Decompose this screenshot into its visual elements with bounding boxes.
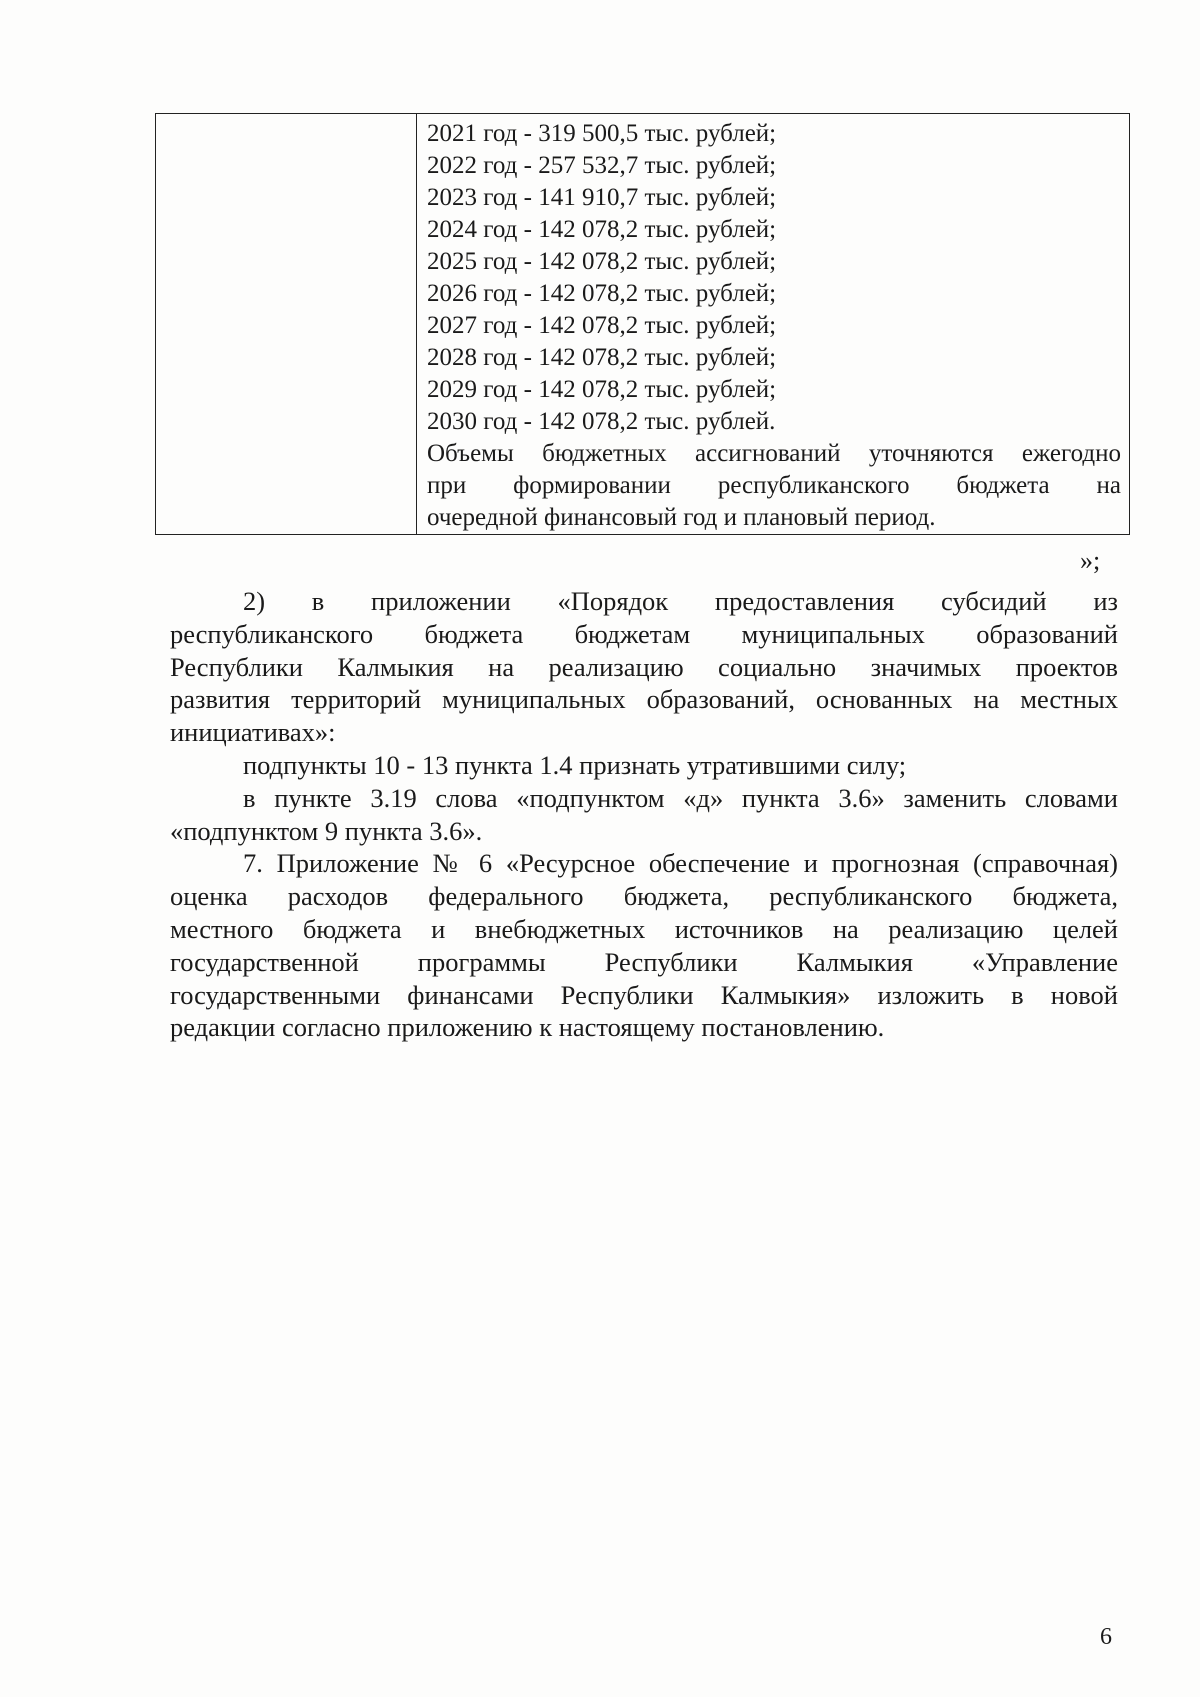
funding-year-line: 2025 год - 142 078,2 тыс. рублей; [427, 248, 777, 275]
table-cell-left-empty [156, 114, 417, 535]
funding-note-line: при формировании республиканского бюджета на [427, 472, 1121, 499]
table-row [156, 114, 1130, 535]
text-line: редакции согласно приложению к настоящему постановлению. [170, 1012, 885, 1043]
funding-year-line: 2029 год - 142 078,2 тыс. рублей; [427, 376, 777, 403]
text-line: государственными финансами Республики Калмыкия» изложить в новой [170, 979, 1118, 1010]
text-line: республиканского бюджета бюджетам муниципальных образований [170, 618, 1118, 649]
funding-year-line: 2022 год - 257 532,7 тыс. рублей; [427, 152, 777, 179]
funding-year-line: 2023 год - 141 910,7 тыс. рублей; [427, 184, 777, 211]
funding-year-line: 2030 год - 142 078,2 тыс. рублей. [427, 408, 776, 435]
text-line: Республики Калмыкия на реализацию социально значимых проектов [170, 651, 1118, 682]
text-line: в пункте 3.19 слова «подпунктом «д» пункта 3.6» заменить словами [243, 782, 1118, 813]
funding-note-line: очередной финансовый год и плановый период. [427, 504, 936, 531]
text-line: развития территорий муниципальных образований, основанных на местных [170, 684, 1118, 715]
funding-year-line: 2026 год - 142 078,2 тыс. рублей; [427, 280, 777, 307]
paragraph-appendix-amendment [170, 585, 1118, 749]
funding-year-line: 2021 год - 319 500,5 тыс. рублей; [427, 120, 777, 147]
funding-year-line: 2024 год - 142 078,2 тыс. рублей; [427, 216, 777, 243]
text-line: государственной программы Республики Калмыкия «Управление [170, 946, 1118, 977]
budget-table [155, 113, 1130, 535]
funding-note-line: Объемы бюджетных ассигнований уточняются ежегодно [427, 440, 1121, 467]
body-text [170, 585, 1118, 1044]
funding-note [427, 438, 1121, 534]
text-line: подпункты 10 - 13 пункта 1.4 признать утратившими силу; [243, 749, 907, 780]
text-line: «подпунктом 9 пункта 3.6». [170, 815, 483, 846]
table-cell-funding-volumes [417, 114, 1130, 535]
funding-year-line: 2027 год - 142 078,2 тыс. рублей; [427, 312, 777, 339]
text-line: инициативах»: [170, 717, 336, 748]
text-line: 2) в приложении «Порядок предоставления субсидий из [243, 586, 1118, 616]
closing-quote: »; [1080, 546, 1101, 575]
text-line: местного бюджета и внебюджетных источников на реализацию целей [170, 913, 1118, 944]
page-number: 6 [1100, 1624, 1112, 1650]
text-line: оценка расходов федерального бюджета, республиканского бюджета, [170, 881, 1118, 912]
text-line: 7. Приложение № 6 «Ресурсное обеспечение и прогнозная (справочная) [243, 848, 1118, 879]
paragraph-subclauses-void [170, 749, 1118, 782]
paragraph-appendix-6 [170, 847, 1118, 1044]
paragraph-clause-replace [170, 782, 1118, 848]
funding-year-line: 2028 год - 142 078,2 тыс. рублей; [427, 344, 777, 371]
